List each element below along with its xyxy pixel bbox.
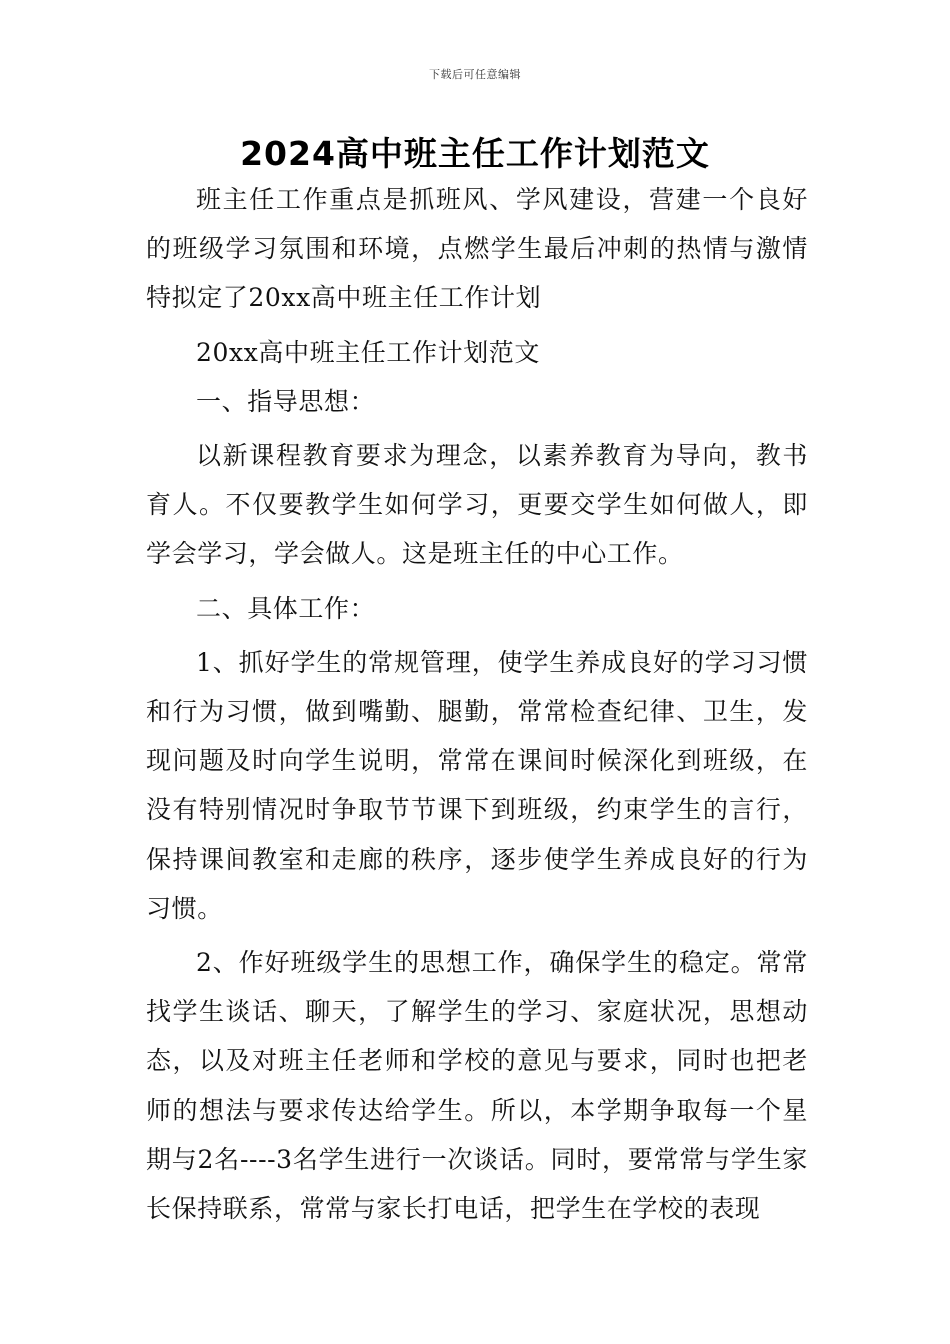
paragraph-intro: 班主任工作重点是抓班风、学风建设，营建一个良好的班级学习氛围和环境，点燃学生最后冲刺的热情与激情特拟定了20xx高中班主任工作计划 xyxy=(146,185,808,313)
header-note: 下载后可任意编辑 xyxy=(429,68,521,81)
paragraph-subtitle: 20xx高中班主任工作计划范文 xyxy=(196,337,541,367)
paragraph-work-item-1: 1、抓好学生的常规管理，使学生养成良好的学习习惯和行为习惯，做到嘴勤、腿勤，常常检查纪律、卫生，发现问题及时向学生说明，常常在课间时候深化到班级，在没有特别情况时争取节节课下到班级，约束学生的言行，保持课间教室和走廊的秩序，逐步使学生养成良好的行为习惯。 xyxy=(146,647,808,923)
section-heading-specific-work: 二、具体工作： xyxy=(196,593,376,623)
document-body xyxy=(146,175,808,1233)
paragraph-work-item-2: 2、作好班级学生的思想工作，确保学生的稳定。常常找学生谈话、聊天，了解学生的学习、家庭状况，思想动态，以及对班主任老师和学校的意见与要求，同时也把老师的想法与要求传达给学生。所以，本学期争取每一个星期与2名----3名学生进行一次谈话。同时，要常常与学生家长保持联系，常常与家长打电话，把学生在学校的表现 xyxy=(146,948,808,1224)
section-heading-guiding-ideology: 一、指导思想： xyxy=(196,386,376,416)
paragraph-guiding-ideology: 以新课程教育要求为理念，以素养教育为导向，教书育人。不仅要教学生如何学习，更要交学生如何做人，即学会学习，学会做人。这是班主任的中心工作。 xyxy=(146,441,808,569)
document-title: 2024高中班主任工作计划范文 xyxy=(240,134,710,173)
